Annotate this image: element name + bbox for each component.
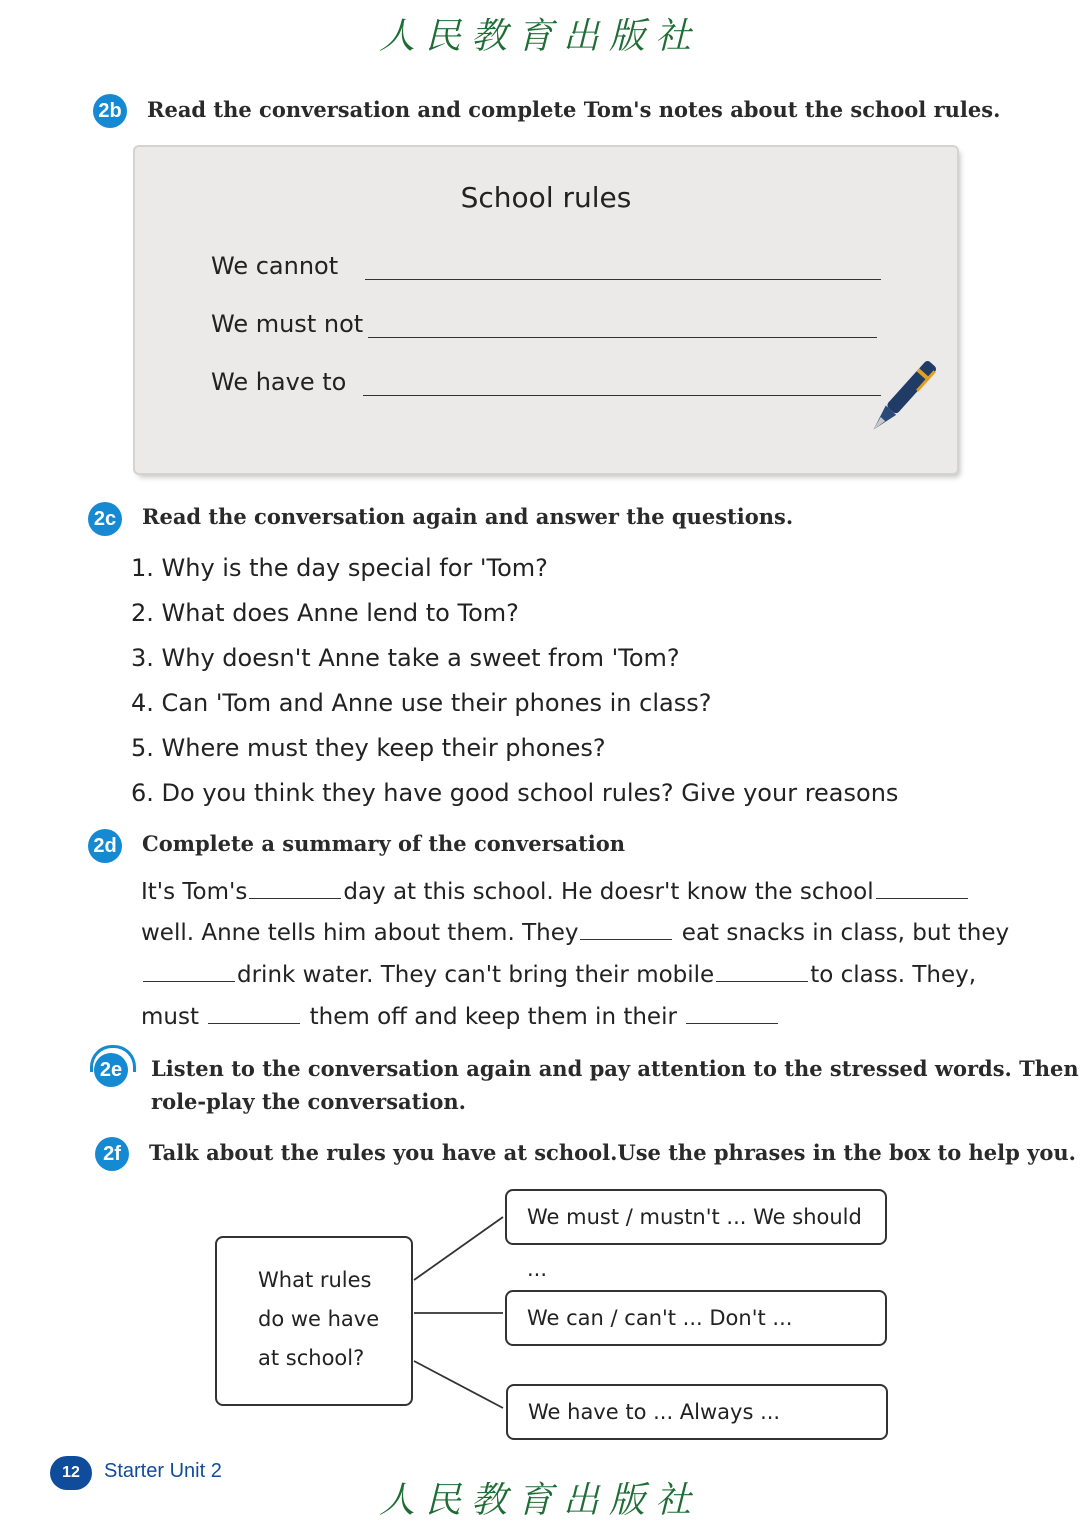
question-item: 2. What does Anne lend to Tom? <box>131 599 519 627</box>
question-item: 3. Why doesn't Anne take a sweet from 'Tom? <box>131 644 680 672</box>
instruction-2e-line1: Listen to the conversation again and pay attention to the stressed words. Then <box>151 1056 1079 1081</box>
question-box <box>215 1236 413 1406</box>
summary-text: well. Anne tells him about them. They <box>141 920 579 946</box>
summary-text: drink water. They can't bring their mobile <box>237 962 715 988</box>
summary-text: must <box>141 1004 199 1030</box>
summary-text: to class. They, <box>810 962 977 988</box>
note-line-label: We must not <box>211 310 364 338</box>
instruction-2f: Talk about the rules you have at school.Use the phrases in the box to help you. <box>149 1140 1076 1165</box>
question-item: 6. Do you think they have good school rules? Give your reasons <box>131 779 899 807</box>
instruction-2c: Read the conversation again and answer the questions. <box>142 504 794 529</box>
summary-text: eat snacks in class, but they <box>681 920 1010 946</box>
badge-2e-audio-icon: 2e <box>94 1053 128 1087</box>
page-number-badge: 12 <box>50 1456 92 1490</box>
phrase-box-have-to: We have to ... Always ... <box>506 1384 888 1440</box>
unit-label: Starter Unit 2 <box>104 1460 222 1482</box>
instruction-2d: Complete a summary of the conversation <box>142 831 626 856</box>
question-box-line: do we have <box>258 1307 380 1331</box>
instruction-2b: Read the conversation and complete Tom's notes about the school rules. <box>147 97 1001 122</box>
summary-text: It's Tom's <box>141 879 248 905</box>
phrase-box-can: We can / can't ... Don't ... <box>505 1290 887 1346</box>
note-line-label: We have to <box>211 368 347 396</box>
instruction-2e-line2: role-play the conversation. <box>151 1089 466 1114</box>
publisher-logo-footer: 人民教育出版社 <box>378 1480 701 1521</box>
question-box-line: at school? <box>258 1346 365 1370</box>
badge-2f: 2f <box>95 1137 129 1171</box>
publisher-logo-header: 人民教育出版社 <box>378 16 701 57</box>
question-item: 4. Can 'Tom and Anne use their phones in class? <box>131 689 712 717</box>
summary-text: them off and keep them in their <box>309 1004 677 1030</box>
summary-text: day at this school. He doesr't know the school <box>343 879 874 905</box>
phrase-box-must: We must / mustn't ... We should ... <box>505 1189 887 1245</box>
question-item: 1. Why is the day special for 'Tom? <box>131 554 548 582</box>
badge-2d: 2d <box>88 829 122 863</box>
note-line-label: We cannot <box>211 252 339 280</box>
badge-2b: 2b <box>93 94 127 128</box>
badge-2c: 2c <box>88 502 122 536</box>
question-box-line: What rules <box>258 1268 372 1292</box>
notes-title: School rules <box>460 181 632 214</box>
question-item: 5. Where must they keep their phones? <box>131 734 606 762</box>
